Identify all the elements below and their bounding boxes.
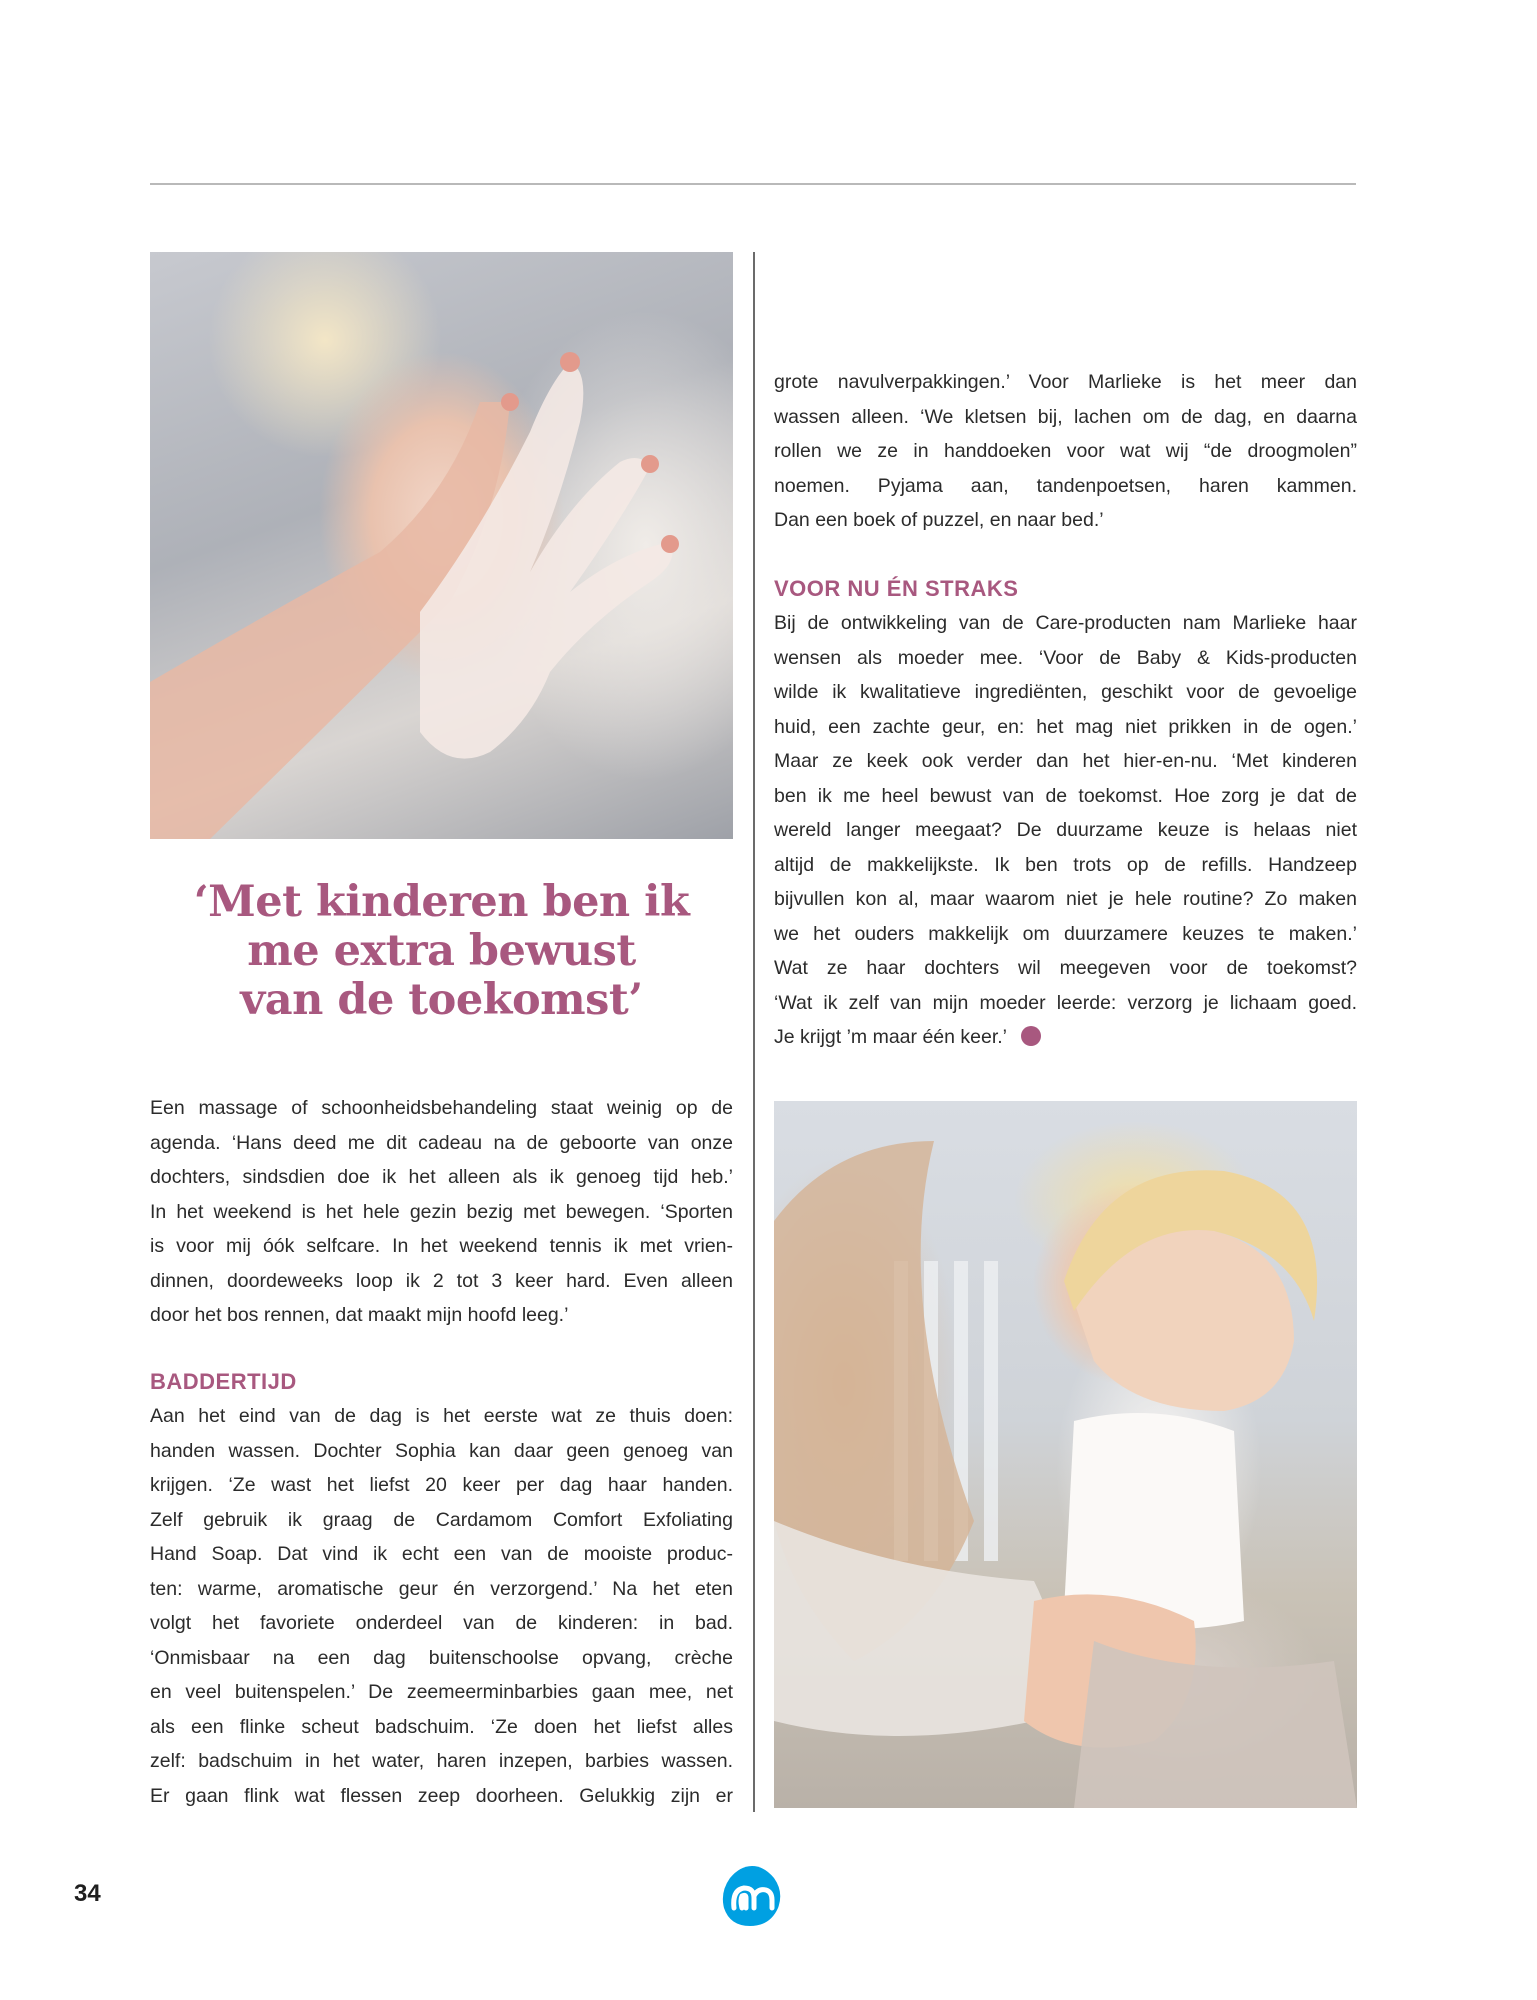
text-line: Je krijgt ’m maar één keer.’ [774,1026,1008,1048]
pull-quote-line: van de toekomst’ [240,975,643,1025]
photo-hands-soap-icon [150,252,733,839]
text-line: Bij de ontwikkeling van de Care-producten nam Marlieke haar [774,612,1357,634]
text-line: wensen als moeder mee. ‘Voor de Baby & Kids-producten [774,646,1357,669]
text-line: is voor mij óók selfcare. In het weekend tennis ik met vrien- [150,1235,733,1257]
text-line: grote navulverpakkingen.’ Voor Marlieke is het meer dan [774,371,1357,393]
text-line: bijvullen kon al, maar waarom niet je hele routine? Zo maken [774,888,1357,910]
section-heading-voor-nu-en-straks: VOOR NU ÉN STRAKS [774,576,1019,601]
text-line: Een massage of schoonheidsbehandeling staat weinig op de [150,1097,733,1119]
photo-child-cream [774,1101,1357,1808]
albert-heijn-logo-icon [720,1864,784,1928]
photo-hands-soap [150,252,733,839]
text-line: Zelf gebruik ik graag de Cardamom Comfort Exfoliating [150,1508,733,1531]
text-line: Dan een boek of puzzel, en naar bed.’ [774,509,1104,531]
text-line: we het ouders makkelijk om duurzamere keuzes te maken.’ [774,922,1357,945]
text-line: ‘Wat ik zelf van mijn moeder leerde: verzorg je lichaam goed. [774,991,1357,1014]
text-line: wereld langer meegaat? De duurzame keuze is helaas niet [774,819,1357,841]
top-rule [150,183,1356,185]
pull-quote-line: ‘Met kinderen ben ik [193,877,690,927]
text-line: huid, een zachte geur, en: het mag niet prikken in de ogen.’ [774,715,1357,738]
text-line: altijd de makkelijkste. Ik ben trots op de refills. Handzeep [774,853,1357,876]
text-line: Aan het eind van de dag is het eerste wat ze thuis doen: [150,1405,733,1427]
left-intro-paragraph [150,1091,733,1333]
text-line: rollen we ze in handdoeken voor wat wij “de droogmolen” [774,440,1357,462]
right-continuation-paragraph [774,365,1357,538]
text-line: wassen alleen. ‘We kletsen bij, lachen om de dag, en daarna [774,405,1357,428]
text-line: handen wassen. Dochter Sophia kan daar geen genoeg van [150,1439,733,1462]
text-line: als een flinke scheut badschuim. ‘Ze doen het liefst alles [150,1715,733,1738]
text-line-final [774,1020,1357,1055]
text-line: dinnen, doordeweeks loop ik 2 tot 3 keer hard. Even alleen [150,1269,733,1292]
text-line: wilde ik kwalitatieve ingrediënten, geschikt voor de gevoelige [774,681,1357,703]
page-number: 34 [74,1880,101,1907]
end-mark-dot-icon [1021,1026,1041,1046]
section-heading-baddertijd: BADDERTIJD [150,1369,297,1394]
text-line: In het weekend is het hele gezin bezig met bewegen. ‘Sporten [150,1200,733,1223]
pull-quote-line: me extra bewust [247,926,636,976]
text-line: Er gaan flink wat flessen zeep doorheen. Gelukkig zijn er [150,1784,733,1807]
text-line: dochters, sindsdien doe ik het alleen als ik genoeg tijd heb.’ [150,1166,733,1188]
text-line: ben ik me heel bewust van de toekomst. Hoe zorg je dat de [774,784,1357,807]
text-line: Hand Soap. Dat vind ik echt een van de mooiste produc- [150,1543,733,1565]
column-divider [753,252,755,1812]
pull-quote [150,878,733,1025]
text-line: agenda. ‘Hans deed me dit cadeau na de geboorte van onze [150,1131,733,1154]
text-line: en veel buitenspelen.’ De zeemeerminbarbies gaan mee, net [150,1681,733,1703]
text-line: krijgen. ‘Ze wast het liefst 20 keer per dag haar handen. [150,1474,733,1496]
text-line: ten: warme, aromatische geur én verzorgend.’ Na het eten [150,1577,733,1600]
text-line: noemen. Pyjama aan, tandenpoetsen, haren kammen. [774,474,1357,497]
photo-child-cream-icon [774,1101,1357,1808]
left-body-paragraph [150,1399,733,1813]
right-body-paragraph [774,606,1357,1055]
text-line: zelf: badschuim in het water, haren inzepen, barbies wassen. [150,1750,733,1772]
text-line: Wat ze haar dochters wil meegeven voor de toekomst? [774,957,1357,979]
text-line: Maar ze keek ook verder dan het hier-en-nu. ‘Met kinderen [774,750,1357,772]
text-line: ‘Onmisbaar na een dag buitenschoolse opvang, crèche [150,1646,733,1669]
text-line: door het bos rennen, dat maakt mijn hoofd leeg.’ [150,1304,569,1326]
text-line: volgt het favoriete onderdeel van de kinderen: in bad. [150,1612,733,1634]
